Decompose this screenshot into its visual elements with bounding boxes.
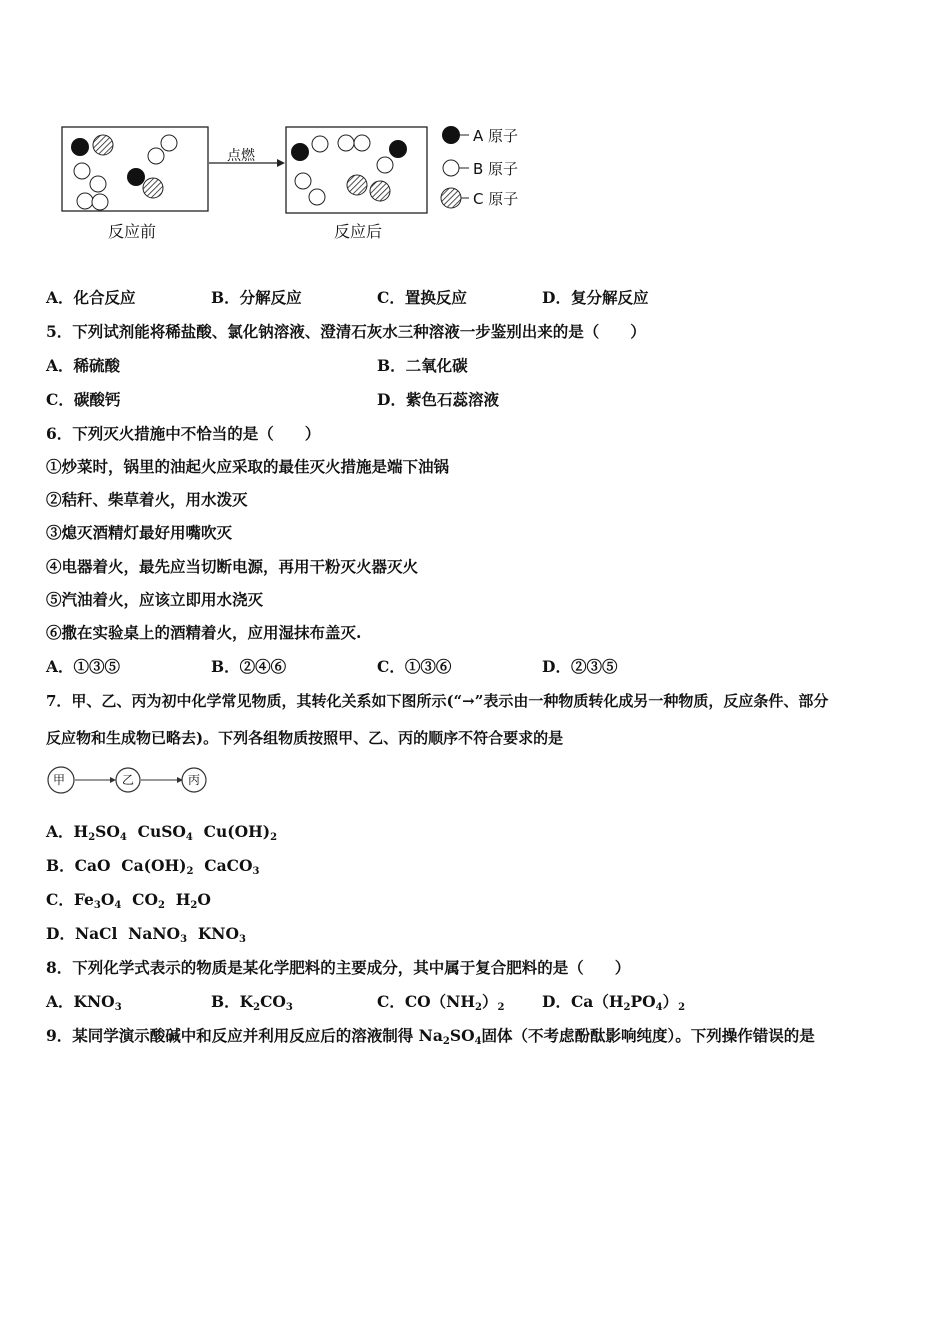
atom-b — [377, 157, 393, 173]
q7-option-d[interactable]: D．NaCl NaNO$_3$ $KNO_3$ — [46, 924, 246, 945]
chain-label-jia: 甲 — [53, 773, 66, 787]
q9-stem: 9．某同学演示酸碱中和反应并利用反应后的溶液制得 $Na_2SO_4$固体（不考虑酚酞影响纯度）。下列操作错误的是 — [46, 1026, 815, 1047]
q4-option-c[interactable]: C．置换反应 — [377, 288, 467, 307]
q7-option-b[interactable]: B．CaO $Ca(OH)_2$ CaCO$_3$ — [46, 856, 260, 877]
q6-item-4: ④电器着火，最先应当切断电源，再用干粉灭火器灭火 — [46, 557, 419, 576]
chain-label-yi: 乙 — [122, 773, 135, 787]
q6-item-5: ⑤汽油着火，应该立即用水浇灭 — [46, 590, 264, 609]
chain-label-bing: 丙 — [188, 773, 201, 787]
atom-b — [354, 135, 370, 151]
q6-item-3: ③熄灭酒精灯最好用嘴吹灭 — [46, 523, 233, 542]
arrow-head — [277, 159, 285, 167]
legend-symbol-b — [443, 160, 459, 176]
q5-option-b[interactable]: B．二氧化碳 — [377, 356, 468, 375]
q5-option-a[interactable]: A．稀硫酸 — [46, 356, 121, 375]
q6-option-c[interactable]: C．①③⑥ — [377, 657, 452, 676]
atom-c — [143, 178, 163, 198]
atom-b — [338, 135, 354, 151]
atom-a — [71, 138, 89, 156]
q4-option-d[interactable]: D．复分解反应 — [542, 288, 649, 307]
atom-c — [347, 175, 367, 195]
q6-item-1: ①炒菜时，锅里的油起火应采取的最佳灭火措施是端下油锅 — [46, 457, 450, 476]
before-label: 反应前 — [108, 222, 157, 241]
atom-b — [148, 148, 164, 164]
q5-option-c[interactable]: C．碳酸钙 — [46, 390, 121, 409]
atom-b — [90, 176, 106, 192]
atom-c — [93, 135, 113, 155]
atom-b — [309, 189, 325, 205]
q4-option-a[interactable]: A．化合反应 — [46, 288, 136, 307]
atom-c — [370, 181, 390, 201]
q6-stem: 6．下列灭火措施中不恰当的是（ ） — [46, 424, 321, 443]
legend-label-a: A 原子 — [473, 127, 519, 145]
q6-item-6: ⑥撒在实验桌上的酒精着火，应用湿抹布盖灭. — [46, 623, 362, 642]
q5-option-d[interactable]: D．紫色石蕊溶液 — [377, 390, 499, 409]
legend-label-c: C 原子 — [473, 190, 519, 208]
q8-stem: 8．下列化学式表示的物质是某化学肥料的主要成分，其中属于复合肥料的是（ ） — [46, 958, 631, 977]
legend-symbol-a — [442, 126, 460, 144]
q8-option-a[interactable]: A．$KNO_3$ — [46, 992, 122, 1013]
after-label: 反应后 — [334, 222, 383, 241]
legend-label-b: B 原子 — [473, 160, 519, 178]
atom-b — [161, 135, 177, 151]
atom-b — [77, 193, 93, 209]
atom-a — [389, 140, 407, 158]
q6-option-b[interactable]: B．②④⑥ — [211, 657, 287, 676]
q7-option-a[interactable]: A．$H_2SO_4$ CuSO$_4$ $Cu(OH)_2$ — [46, 822, 278, 843]
atom-b — [312, 136, 328, 152]
atom-a — [127, 168, 145, 186]
q6-option-a[interactable]: A．①③⑤ — [46, 657, 121, 676]
q7-stem-line2: 反应物和生成物已略去)。下列各组物质按照甲、乙、丙的顺序不符合要求的是 — [46, 729, 564, 747]
q8-option-c[interactable]: C．$CO(NH_2)_2$ — [377, 992, 505, 1013]
q8-option-b[interactable]: B．$K_2CO_3$ — [211, 992, 293, 1013]
atom-a — [291, 143, 309, 161]
q6-option-d[interactable]: D．②③⑤ — [542, 657, 618, 676]
q6-item-2: ②秸秆、柴草着火，用水泼灭 — [46, 490, 248, 509]
q7-option-c[interactable]: C．$Fe_3O_4$ $CO_2$ $H_2O$ — [46, 890, 211, 911]
q8-option-d[interactable]: D．$Ca(H_2PO_4)_2$ — [542, 992, 686, 1013]
atom-b — [295, 173, 311, 189]
legend-symbol-c — [441, 188, 461, 208]
arrow-label: 点燃 — [227, 148, 255, 164]
q7-stem-line1: 7．甲、乙、丙为初中化学常见物质，其转化关系如下图所示(“→”表示由一种物质转化成另一种物质，反应条件、部分 — [46, 692, 829, 710]
q5-stem: 5．下列试剂能将稀盐酸、氯化钠溶液、澄清石灰水三种溶液一步鉴别出来的是（ ） — [46, 322, 646, 341]
atom-b — [74, 163, 90, 179]
q4-option-b[interactable]: B．分解反应 — [211, 288, 302, 307]
atom-b — [92, 194, 108, 210]
